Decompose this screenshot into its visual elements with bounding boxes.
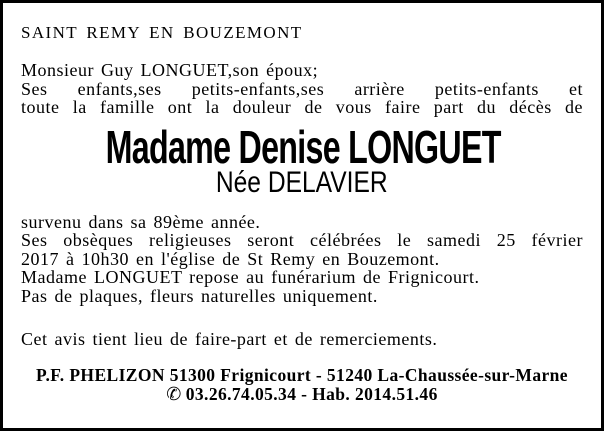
deceased-name-wrap	[21, 120, 583, 173]
funeral-home-address: P.F. PHELIZON 51300 Frignicourt - 51240 La-Chaussée-sur-Marne	[36, 364, 568, 385]
details-line-ceremony-2: 2017 à 10h30 en l'église de St Remy en Bouzemont.	[21, 248, 440, 269]
town-name: SAINT REMY EN BOUZEMONT	[21, 23, 303, 42]
phone-number-and-permit: 03.26.74.05.34 - Hab. 2014.51.46	[185, 384, 438, 404]
closing-line: Cet avis tient lieu de faire-part et de remerciements.	[21, 329, 438, 349]
details-paragraph	[21, 213, 583, 306]
intro-line-family-2: toute la famille ont la douleur de vous faire part du décès de	[21, 97, 583, 117]
details-line-flowers: Pas de plaques, fleurs naturelles uniquement.	[21, 285, 378, 306]
details-line-ceremony-1: Ses obsèques religieuses seront célébrées le samedi 25 février	[21, 230, 583, 250]
intro-paragraph	[21, 61, 583, 117]
details-line-repose: Madame LONGUET repose au funérarium de Frignicourt.	[21, 267, 480, 287]
funeral-home-footer	[21, 366, 583, 405]
intro-line-spouse: Monsieur Guy LONGUET,son époux;	[21, 60, 319, 80]
maiden-name: Née DELAVIER	[216, 165, 388, 199]
telephone-icon: ✆	[166, 384, 182, 404]
deceased-name: Madame Denise LONGUET	[105, 120, 501, 173]
details-line-age: survenu dans sa 89ème année.	[21, 211, 261, 232]
funeral-home-contact	[21, 385, 583, 405]
intro-line-family-1: Ses enfants,ses petits-enfants,ses arrière petits-enfants et	[21, 78, 583, 99]
